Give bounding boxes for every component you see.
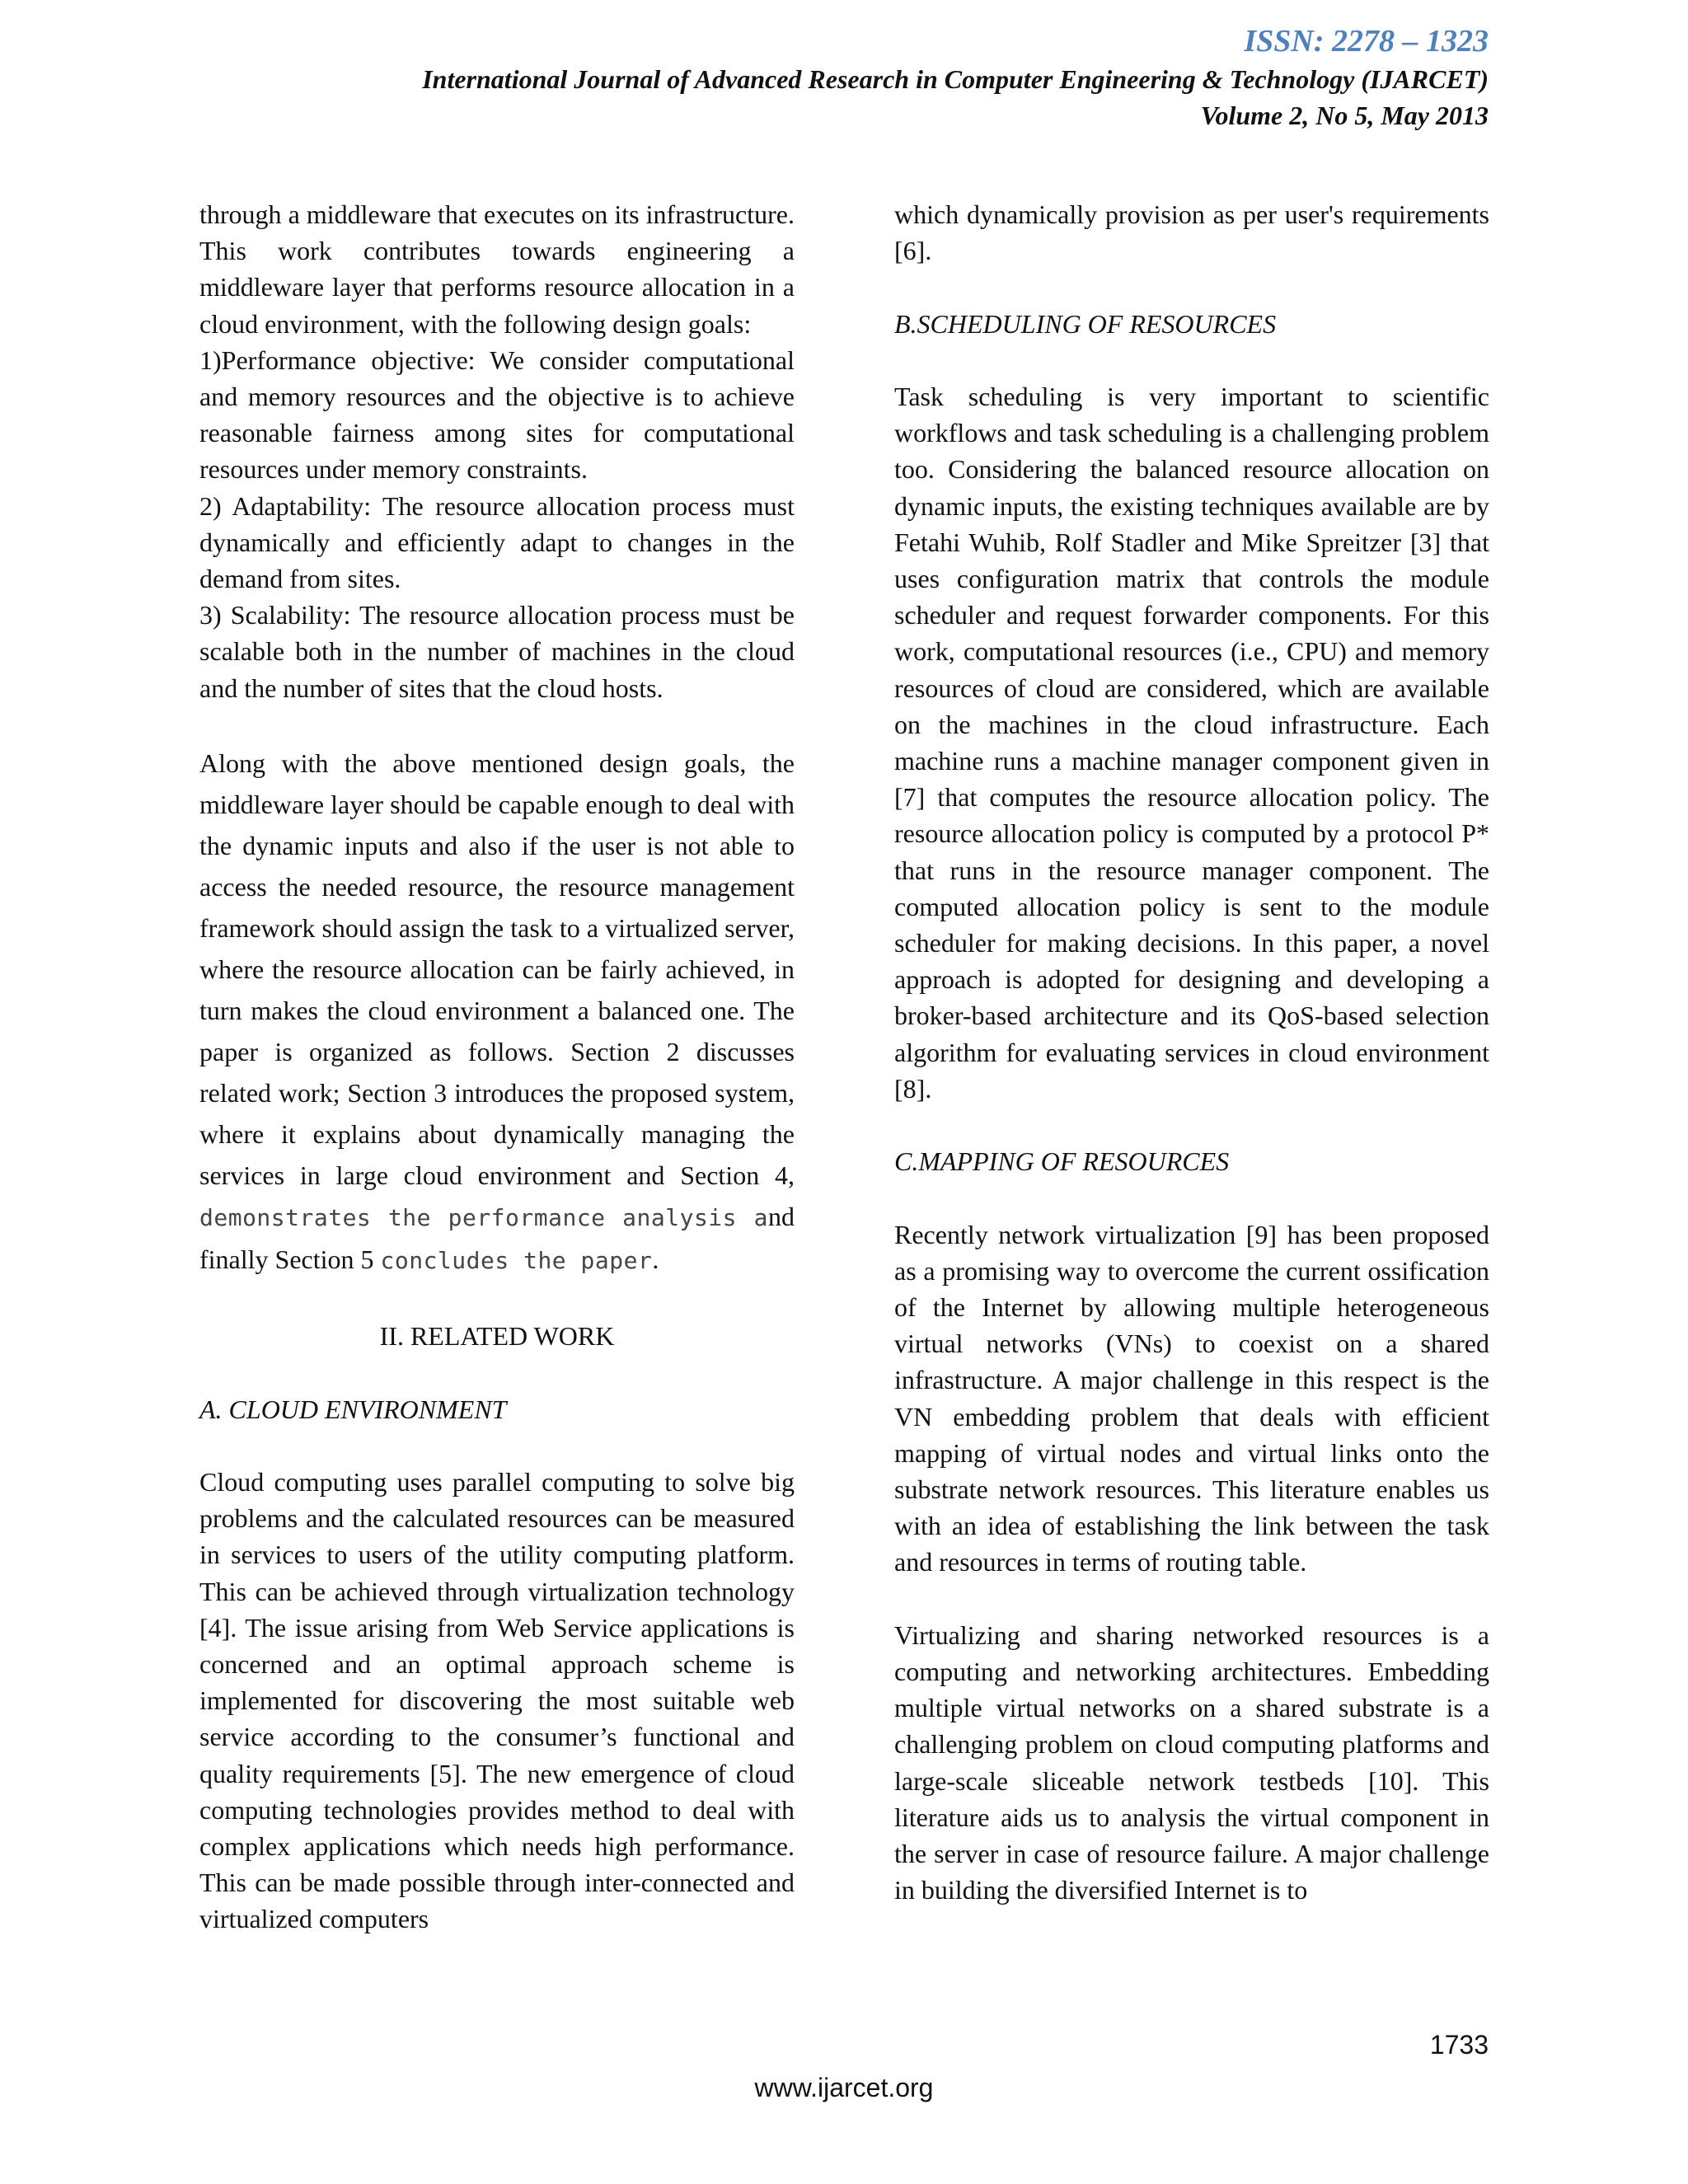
volume-info: Volume 2, No 5, May 2013 (1200, 101, 1489, 130)
organization-end: . (652, 1244, 659, 1275)
mapping-paragraph: Recently network virtualization [9] has been proposed as a promising way to overcome the current ossification of the Internet by allowing multiple heterogeneous virtual networks (VNs) to coexist on a shared infrastructure. A major challenge in this respect is the VN embedding problem that deals with efficient mapping of virtual nodes and virtual links onto the substrate network resources. This literature enables us with an idea of establishing the link between the task and resources in terms of routing table. (894, 1219, 1489, 1577)
cloud-environment-paragraph: Cloud computing uses parallel computing to solve big problems and the calculated resources can be measured in services to users of the utility computing platform. This can be achieved through virtualization technology [4]. The issue arising from Web Service applications is concerned and an optimal approach scheme is implemented for discovering the most suitable web service according to the consumer’s functional and quality requirements [5]. The new emergence of cloud computing technologies provides method to deal with complex applications which needs high performance. This can be made possible through inter-connected and virtualized computers (199, 1467, 795, 1934)
right-column (894, 196, 1489, 1908)
organization-text-2: nd finally Section 5 (199, 1202, 795, 1275)
virtualizing-paragraph: Virtualizing and sharing networked resources is a computing and networking architectures. Embedding multiple virtual networks on a shared substrate is a challenging problem on cloud computing platforms and large-scale sliceable network testbeds [10]. This literature aids us to analysis the virtual component in the server in case of resource failure. A major challenge in building the diversified Internet is to (894, 1619, 1489, 1905)
issn-label: ISSN: 2278 – 1323 (1244, 24, 1489, 59)
organization-paragraph (199, 743, 795, 1282)
footer-website: www.ijarcet.org (754, 2073, 934, 2102)
design-goal-1: 1)Performance objective: We consider computational and memory resources and the objective is to achieve reasonable fairness among sites for computational resources under memory constraints. (199, 344, 795, 485)
subsection-heading-mapping: C.MAPPING OF RESOURCES (894, 1146, 1230, 1177)
design-goal-2: 2) Adaptability: The resource allocation process must dynamically and efficiently adapt to changes in the demand from sites. (199, 490, 795, 594)
continuation-paragraph: which dynamically provision as per user's requirements [6]. (894, 199, 1489, 266)
intro-paragraph: through a middleware that executes on its infrastructure. This work contributes towards engineering a middleware layer that performs resource allocation in a cloud environment, with the following design goals: (199, 199, 795, 339)
left-column (199, 196, 795, 1938)
organization-mono-text-2: concludes the paper (380, 1247, 653, 1275)
section-heading-related-work: II. RELATED WORK (379, 1321, 615, 1352)
organization-text: Along with the above mentioned design goals, the middleware layer should be capable enough to deal with the dynamic inputs and also if the user is not able to access the needed resource, the resource management framework should assign the task to a virtualized server, where the resource allocation can be fairly achieved, in turn makes the cloud environment a balanced one. The paper is organized as follows. Section 2 discusses related work; Section 3 introduces the proposed system, where it explains about dynamically managing the services in large cloud environment and Section 4, (199, 748, 795, 1191)
page-number: 1733 (1429, 2030, 1489, 2060)
subsection-heading-cloud-environment: A. CLOUD ENVIRONMENT (199, 1394, 507, 1424)
organization-mono-text-1: demonstrates the performance analysis a (199, 1204, 768, 1232)
journal-title: International Journal of Advanced Research in Computer Engineering & Technology (IJARCET) (422, 64, 1489, 94)
scheduling-paragraph: Task scheduling is very important to scientific workflows and task scheduling is a challenging problem too. Considering the balanced resource allocation on dynamic inputs, the existing techniques available are by Fetahi Wuhib, Rolf Stadler and Mike Spreitzer [3] that uses configuration matrix that controls the module scheduler and request forwarder components. For this work, computational resources (i.e., CPU) and memory resources of cloud are considered, which are available on the machines in the cloud infrastructure. Each machine runs a machine manager component given in [7] that computes the resource allocation policy. The resource allocation policy is computed by a protocol P* that runs in the resource manager component. The computed allocation policy is sent to the module scheduler for making decisions. In this paper, a novel approach is adopted for designing and developing a broker-based architecture and its QoS-based selection algorithm for evaluating services in cloud environment [8]. (894, 381, 1489, 1104)
journal-header (422, 21, 1489, 134)
subsection-heading-scheduling: B.SCHEDULING OF RESOURCES (894, 308, 1277, 339)
design-goal-3: 3) Scalability: The resource allocation process must be scalable both in the number of machines in the cloud and the number of sites that the cloud hosts. (199, 600, 795, 703)
